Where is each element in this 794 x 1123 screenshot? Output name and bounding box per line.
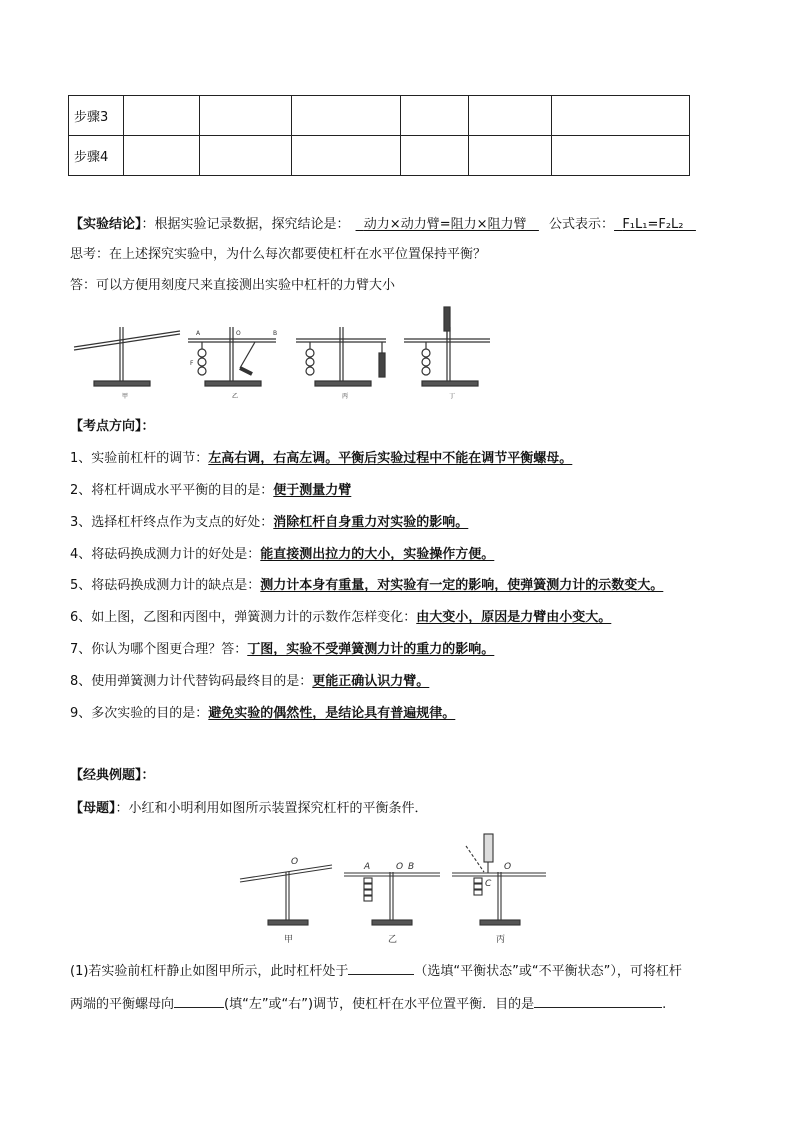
caption-bing: 丙 [496,935,506,945]
caption-jia: 甲 [122,393,129,400]
label-o: O [291,857,299,867]
caption-yi: 乙 [388,935,398,945]
caption-bing: 丙 [342,393,349,400]
conclusion-heading: 【实验结论】 [70,217,142,232]
formula: F₁L₁=F₂L₂ [622,217,684,232]
key-point-item: 3、选择杠杆终点作为支点的好处：消除杠杆自身重力对实验的影响。 [70,515,469,530]
conclusion-prefix: ：根据实验记录数据，探究结论是： [141,217,350,232]
key-points-heading: 【考点方向】： [70,419,155,434]
think-question: 思考：在上述探究实验中，为什么每次都要使杠杆在水平位置保持平衡？ [70,247,487,262]
label-o: O [504,862,512,872]
label-b: B [273,330,278,337]
key-point-item: 7、你认为哪个图更合理？答：丁图，实验不受弹簧测力计的重力的影响。 [70,642,495,657]
caption-yi: 乙 [232,393,239,400]
answer-blank-3[interactable] [534,993,662,1008]
label-a: A [196,330,201,337]
table-row [69,96,690,136]
row-label: 步骤4 [69,136,124,176]
answer-blank-1[interactable] [348,960,414,975]
label-f: F [190,360,194,367]
key-point-item: 2、将杠杆调成水平平衡的目的是：便于测量力臂 [70,483,352,498]
examples-heading: 【经典例题】： [70,768,155,783]
key-point-item: 5、将砝码换成测力计的缺点是：测力计本身有重量，对实验有一定的影响，使弹簧测力计的示数变大。 [70,578,664,593]
key-point-item: 8、使用弹簧测力计代替钩码最终目的是：更能正确认识力臂。 [70,674,430,689]
key-point-item: 4、将砝码换成测力计的好处是：能直接测出拉力的大小，实验操作方便。 [70,547,495,562]
table-row [69,136,690,176]
label-o: O [236,330,241,337]
caption-jia: 甲 [284,935,294,945]
conclusion-line [70,216,696,234]
conclusion-answer: 动力×动力臂=阻力×阻力臂 [363,217,527,232]
mother-question: 【母题】：小红和小明利用如图所示装置探究杠杆的平衡条件． [70,801,428,816]
label-o: O [396,862,404,872]
label-c: C [485,879,492,889]
key-point-item: 1、实验前杠杆的调节：左高右调，右高左调。平衡后实验过程中不能在调节平衡螺母。 [70,451,573,466]
think-answer: 答：可以方便用刻度尺来直接测出实验中杠杆的力臂大小 [70,278,396,293]
key-point-item: 6、如上图，乙图和丙图中，弹簧测力计的示数作怎样变化：由大变小，原因是力臂由小变大。 [70,610,612,625]
label-b: B [408,862,415,872]
lever-figure-1 [70,303,490,405]
formula-label: 公式表示： [549,217,615,232]
question-1-line-2: 两端的平衡螺母向 (填“左”或“右”)调节，使杠杆在水平位置平衡．目的是 . [70,993,666,1014]
label-a: A [364,862,371,872]
row-label: 步骤3 [69,96,124,136]
caption-ding: 丁 [449,393,456,400]
lever-figure-2 [238,828,548,948]
data-table [68,95,690,176]
key-point-item: 9、多次实验的目的是：避免实验的偶然性，是结论具有普遍规律。 [70,706,456,721]
answer-blank-2[interactable] [174,993,224,1008]
question-1-line-1: (1)若实验前杠杆静止如图甲所示，此时杠杆处于 （选填“平衡状态”或“不平衡状态”），可将杠杆 [70,960,682,981]
